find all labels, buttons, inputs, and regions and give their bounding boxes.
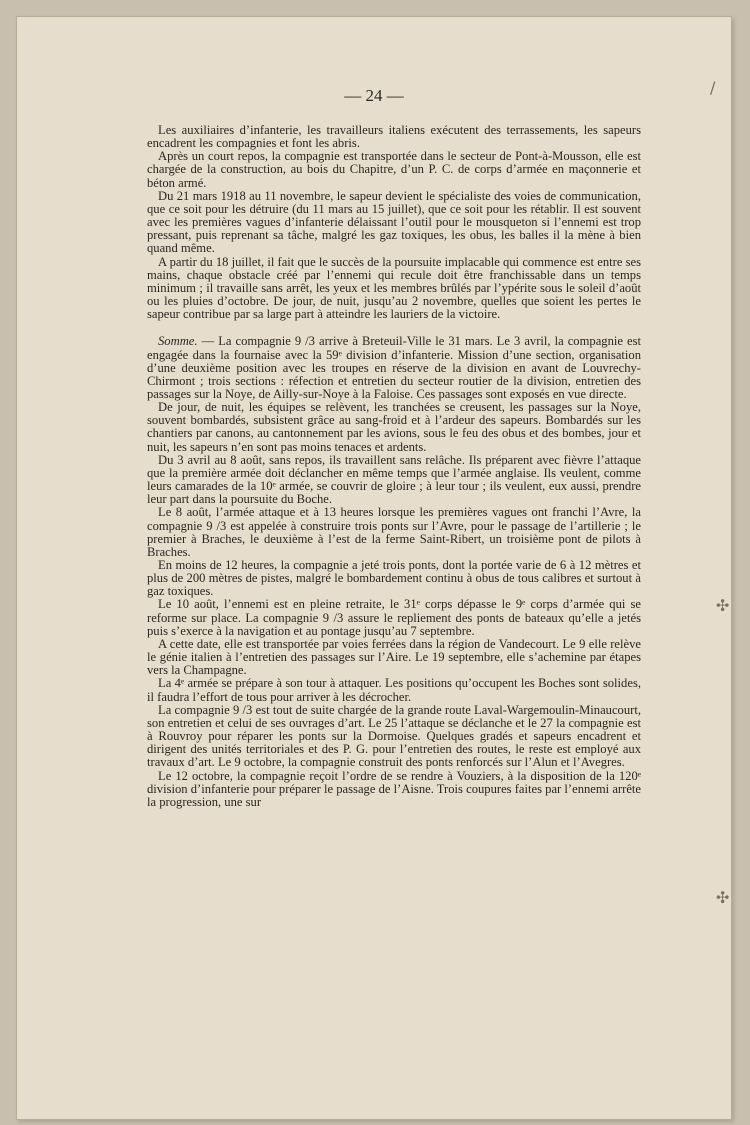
paragraph: Du 21 mars 1918 au 11 novembre, le sapeur devient le spécialiste des voies de communication, que ce soit pour les détruire (du 11 mars au 15 juillet), que ce soit pour les rétablir. Il est souvent avec les premières vagues d’infanterie délaissant l’outil pour le mousqueton si l’ennemi est trop pressant, puis reprenant sa tâche, malgré les gaz toxiques, les obus, les balles il la mène à bien quand même. — [147, 188, 641, 256]
paragraph: Le 12 octobre, la compagnie reçoit l’ordre de se rendre à Vouziers, à la disposition de la 120ᵉ division d’infanterie pour préparer le passage de l’Aisne. Trois coupures faites par l’ennemi arrête la progression, une sur — [147, 768, 641, 809]
paper-speck: / — [710, 78, 716, 97]
section-somme-intro — [147, 335, 641, 401]
paragraph: Le 8 août, l’armée attaque et à 13 heures lorsque les premières vagues ont franchi l’Avre, la compagnie 9 /3 est appelée à construire trois ponts sur l’Avre, pour le passage de l’artillerie ; le premier à Braches, le deuxième à l’est de la ferme Saint-Ribert, un troisième pont de pilots à Braches. — [147, 505, 641, 559]
paragraph: La compagnie 9 /3 est tout de suite chargée de la grande route Laval-Wargemoulin-Minaucourt, son entretien et celui de ses ouvrages d’art. Le 25 l’attaque se déclanche et le 27 la compagnie est à Rouvroy pour réparer les ponts sur la Dormoise. Quelques gradés et sapeurs encadrent et dirigent des unités territoriales et des P. G. pour l’entretien des routes, le reste est employé aux travaux d’art. Le 9 octobre, la compagnie construit des ponts renforcés sur l’Alun et l’Avegres. — [147, 702, 641, 770]
paragraph: En moins de 12 heures, la compagnie a jeté trois ponts, dont la portée varie de 6 à 12 mètres et plus de 200 mètres de pistes, malgré le bombardement continu à obus de tous calibres et surtout à gaz toxiques. — [147, 558, 641, 599]
page-number: — 24 — — [344, 86, 404, 105]
binding-hole-mark: ✣ — [716, 596, 730, 615]
paragraph: A cette date, elle est transportée par voies ferrées dans la région de Vandecourt. Le 9 elle relève le génie italien à l’entretien des passages sur l’Aire. Le 19 septembre, elle s’achemine par étapes vers la Champagne. — [147, 636, 641, 678]
body-text — [147, 124, 641, 809]
paragraph: Après un court repos, la compagnie est transportée dans le secteur de Pont-à-Mousson, elle est chargée de la construction, au bois du Chapitre, d’un P. C. de corps d’armée en maçonnerie et béton armé. — [147, 149, 641, 190]
paragraph: — La compagnie 9 /3 arrive à Breteuil-Ville le 31 mars. Le 3 avril, la compagnie est engagée dans la fournaise avec la 59ᵉ division d’infanterie. Mission d’une section, organisation d’une deuxième position avec les troupes en réserve de la division en avant de Louvrechy-Chirmont ; trois sections : réfection et entretien du secteur routier de la division, entretien des passages sur la Noye, de Ailly-sur-Noye à la Faloise. Ces passages sont exposés en vue directe. — [147, 334, 641, 401]
paragraph: Le 10 août, l’ennemi est en pleine retraite, le 31ᵉ corps dépasse le 9ᵉ corps d’armée qui se reforme sur place. La compagnie 9 /3 assure le repliement des ponts de bateaux qu’elle a jetés puis s’exerce à la navigation et au pontage jusqu’au 7 septembre. — [147, 597, 641, 638]
binding-hole-mark: ✣ — [716, 888, 730, 907]
paragraph: A partir du 18 juillet, il fait que le succès de la poursuite implacable qui commence est entre ses mains, chaque obstacle créé par l’ennemi qui recule doit être franchissable dans un temps minimum ; il travaille sans arrêt, les yeux et les membres brûlés par l’ypérite sous le soleil d’août ou les pluies d’octobre. De jour, de nuit, jusqu’au 2 novembre, quelles que soient les pertes le sapeur contribue par sa large part à atteindre les lauriers de la victoire. — [147, 254, 641, 322]
paragraph: Les auxiliaires d’infanterie, les travailleurs italiens exécutent des terrassements, les sapeurs encadrent les compagnies et font les abris. — [147, 123, 641, 151]
paragraph: Du 3 avril au 8 août, sans repos, ils travaillent sans relâche. Ils préparent avec fièvre l’attaque que la première armée doit déclancher en même temps que l’armée anglaise. Ils veulent, comme leurs camarades de la 10ᵉ armée, se couvrir de gloire ; à leur tour ; ils veulent, eux aussi, prendre leur part dans la poursuite du Boche. — [147, 452, 641, 507]
document-page — [16, 16, 732, 1120]
paragraph: La 4ᵉ armée se prépare à son tour à attaquer. Les positions qu’occupent les Boches sont solides, il faudra l’effort de tous pour arriver à les décrocher. — [147, 676, 641, 704]
section-title: Somme. — [158, 334, 198, 349]
paragraph: De jour, de nuit, les équipes se relèvent, les tranchées se creusent, les passages sur la Noye, souvent bombardés, subsistent grâce au sang-froid et à l’ardeur des sapeurs. Bombardés sur les chantiers par canons, au cantonnement par les avions, sous le feu des obus et des bombes, jour et nuit, les sapeurs n’en sont pas moins tenaces et ardents. — [147, 400, 641, 454]
